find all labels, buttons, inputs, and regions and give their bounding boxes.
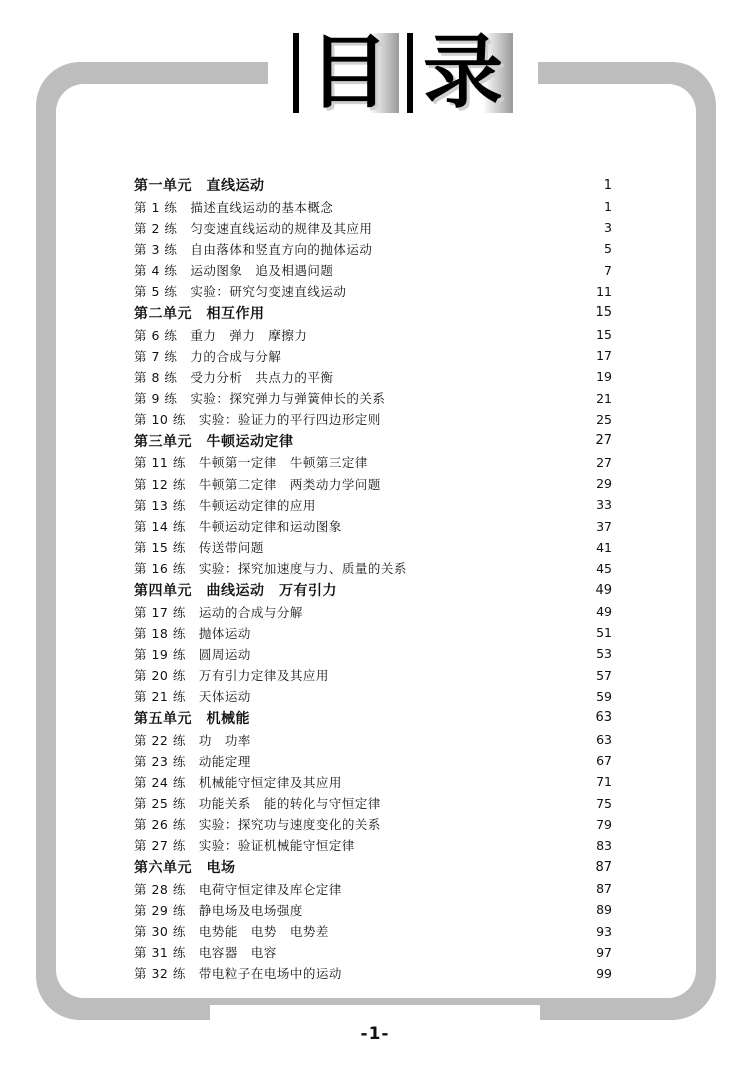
toc-item-row[interactable] — [134, 494, 612, 515]
toc-label: 第 13 练 牛顿运动定律的应用 — [134, 497, 316, 513]
toc-label: 第 32 练 带电粒子在电场中的运动 — [134, 966, 342, 982]
toc-page-number: 97 — [596, 944, 612, 960]
toc-page-number: 19 — [596, 369, 612, 385]
toc-label: 第四单元 曲线运动 万有引力 — [134, 583, 337, 599]
toc-label: 第 25 练 功能关系 能的转化与守恒定律 — [134, 796, 381, 812]
toc-label: 第 30 练 电势能 电势 电势差 — [134, 924, 329, 940]
toc-item-row[interactable] — [134, 643, 612, 664]
toc-unit-row[interactable] — [134, 707, 612, 729]
toc-label: 第 18 练 抛体运动 — [134, 625, 251, 641]
title-char: 录 — [407, 33, 513, 113]
toc-label: 第 21 练 天体运动 — [134, 689, 251, 705]
toc-page-number: 37 — [596, 518, 612, 534]
toc-page-number: 41 — [596, 539, 612, 555]
toc-item-row[interactable] — [134, 388, 612, 409]
toc-label: 第 16 练 实验：探究加速度与力、质量的关系 — [134, 561, 407, 577]
toc-page-number: 63 — [595, 710, 612, 726]
toc-label: 第 27 练 实验：验证机械能守恒定律 — [134, 838, 355, 854]
toc-item-row[interactable] — [134, 920, 612, 941]
toc-item-row[interactable] — [134, 196, 612, 217]
toc-page-number: 71 — [596, 774, 612, 790]
toc-page-number: 51 — [596, 625, 612, 641]
toc-page-number: 57 — [596, 667, 612, 683]
toc-label: 第 8 练 受力分析 共点力的平衡 — [134, 369, 334, 385]
toc-item-row[interactable] — [134, 793, 612, 814]
toc-label: 第五单元 机械能 — [134, 710, 250, 727]
toc-item-row[interactable] — [134, 942, 612, 963]
toc-item-row[interactable] — [134, 729, 612, 750]
toc-page-number: 33 — [596, 497, 612, 513]
toc-unit-row[interactable] — [134, 856, 612, 878]
page-number: -1- — [360, 1024, 390, 1044]
toc-page-number: 3 — [604, 220, 612, 236]
toc-label: 第 2 练 匀变速直线运动的规律及其应用 — [134, 220, 373, 236]
toc-item-row[interactable] — [134, 217, 612, 238]
toc-item-row[interactable] — [134, 665, 612, 686]
toc-label: 第 23 练 动能定理 — [134, 753, 251, 769]
toc-item-row[interactable] — [134, 409, 612, 430]
toc-page-number: 27 — [595, 433, 612, 449]
toc-page-number: 27 — [596, 454, 612, 470]
toc-label: 第 22 练 功 功率 — [134, 732, 251, 748]
toc-label: 第 7 练 力的合成与分解 — [134, 348, 282, 364]
toc-page-number: 93 — [596, 923, 612, 939]
toc-label: 第 4 练 运动图象 追及相遇问题 — [134, 263, 334, 279]
toc-item-row[interactable] — [134, 814, 612, 835]
toc-page-number: 87 — [596, 881, 612, 897]
toc-item-row[interactable] — [134, 238, 612, 259]
toc-item-row[interactable] — [134, 260, 612, 281]
toc-label: 第 24 练 机械能守恒定律及其应用 — [134, 774, 342, 790]
toc-unit-row[interactable] — [134, 579, 612, 601]
toc-unit-row[interactable] — [134, 174, 612, 196]
toc-page-number: 1 — [603, 177, 612, 193]
toc-item-row[interactable] — [134, 899, 612, 920]
toc-page-number: 83 — [596, 837, 612, 853]
toc-page-number: 17 — [596, 348, 612, 364]
toc-label: 第二单元 相互作用 — [134, 305, 265, 322]
toc-label: 第 10 练 实验：验证力的平行四边形定则 — [134, 412, 381, 428]
toc-item-row[interactable] — [134, 750, 612, 771]
toc-label: 第 17 练 运动的合成与分解 — [134, 604, 303, 620]
toc-page-number: 15 — [595, 305, 612, 321]
toc-item-row[interactable] — [134, 686, 612, 707]
toc-item-row[interactable] — [134, 878, 612, 899]
toc-page-number: 89 — [596, 902, 612, 918]
toc-label: 第 15 练 传送带问题 — [134, 540, 264, 556]
toc-label: 第 11 练 牛顿第一定律 牛顿第三定律 — [134, 455, 368, 471]
toc-label: 第 19 练 圆周运动 — [134, 646, 251, 662]
toc-page-number: 7 — [604, 262, 612, 278]
title-char: 目 — [293, 33, 399, 113]
toc-label: 第 3 练 自由落体和竖直方向的抛体运动 — [134, 241, 373, 257]
toc-label: 第 6 练 重力 弹力 摩擦力 — [134, 327, 308, 343]
toc-item-row[interactable] — [134, 515, 612, 536]
toc-item-row[interactable] — [134, 558, 612, 579]
toc-label: 第 28 练 电荷守恒定律及库仑定律 — [134, 881, 342, 897]
toc-page-number: 87 — [595, 859, 612, 875]
toc-page-number: 15 — [596, 327, 612, 343]
toc-label: 第 29 练 静电场及电场强度 — [134, 902, 303, 918]
toc-item-row[interactable] — [134, 452, 612, 473]
toc-item-row[interactable] — [134, 345, 612, 366]
table-of-contents — [134, 174, 612, 984]
toc-label: 第一单元 直线运动 — [134, 178, 265, 194]
toc-page-number: 25 — [596, 411, 612, 427]
toc-label: 第 20 练 万有引力定律及其应用 — [134, 668, 329, 684]
toc-page-number: 21 — [596, 390, 612, 406]
toc-label: 第 12 练 牛顿第二定律 两类动力学问题 — [134, 476, 381, 492]
toc-page-number: 53 — [596, 646, 612, 662]
toc-label: 第 5 练 实验：研究匀变速直线运动 — [134, 284, 347, 300]
toc-label: 第 31 练 电容器 电容 — [134, 945, 277, 961]
page-title — [268, 28, 538, 118]
toc-page-number: 1 — [604, 199, 612, 215]
toc-item-row[interactable] — [134, 473, 612, 494]
toc-page-number: 67 — [596, 753, 612, 769]
toc-unit-row[interactable] — [134, 302, 612, 324]
toc-item-row[interactable] — [134, 771, 612, 792]
toc-page-number: 63 — [596, 732, 612, 748]
toc-item-row[interactable] — [134, 324, 612, 345]
toc-page-number: 99 — [596, 965, 612, 981]
toc-label: 第 1 练 描述直线运动的基本概念 — [134, 199, 334, 215]
toc-label: 第 26 练 实验：探究功与速度变化的关系 — [134, 817, 381, 833]
toc-label: 第三单元 牛顿运动定律 — [134, 433, 294, 450]
toc-item-row[interactable] — [134, 963, 612, 984]
toc-page-number: 5 — [604, 241, 612, 257]
toc-page-number: 49 — [595, 582, 612, 598]
toc-item-row[interactable] — [134, 366, 612, 387]
toc-page-number: 59 — [596, 688, 612, 704]
toc-label: 第六单元 电场 — [134, 860, 236, 877]
toc-label: 第 14 练 牛顿运动定律和运动图象 — [134, 519, 342, 535]
toc-item-row[interactable] — [134, 537, 612, 558]
toc-page-number: 11 — [596, 283, 612, 299]
toc-label: 第 9 练 实验：探究弹力与弹簧伸长的关系 — [134, 391, 386, 407]
toc-page-number: 49 — [596, 604, 612, 620]
toc-page-number: 45 — [596, 560, 612, 576]
toc-item-row[interactable] — [134, 835, 612, 856]
toc-item-row[interactable] — [134, 622, 612, 643]
toc-item-row[interactable] — [134, 601, 612, 622]
toc-item-row[interactable] — [134, 281, 612, 302]
toc-page-number: 79 — [596, 816, 612, 832]
toc-unit-row[interactable] — [134, 430, 612, 452]
toc-page-number: 75 — [596, 795, 612, 811]
toc-page-number: 29 — [596, 476, 612, 492]
